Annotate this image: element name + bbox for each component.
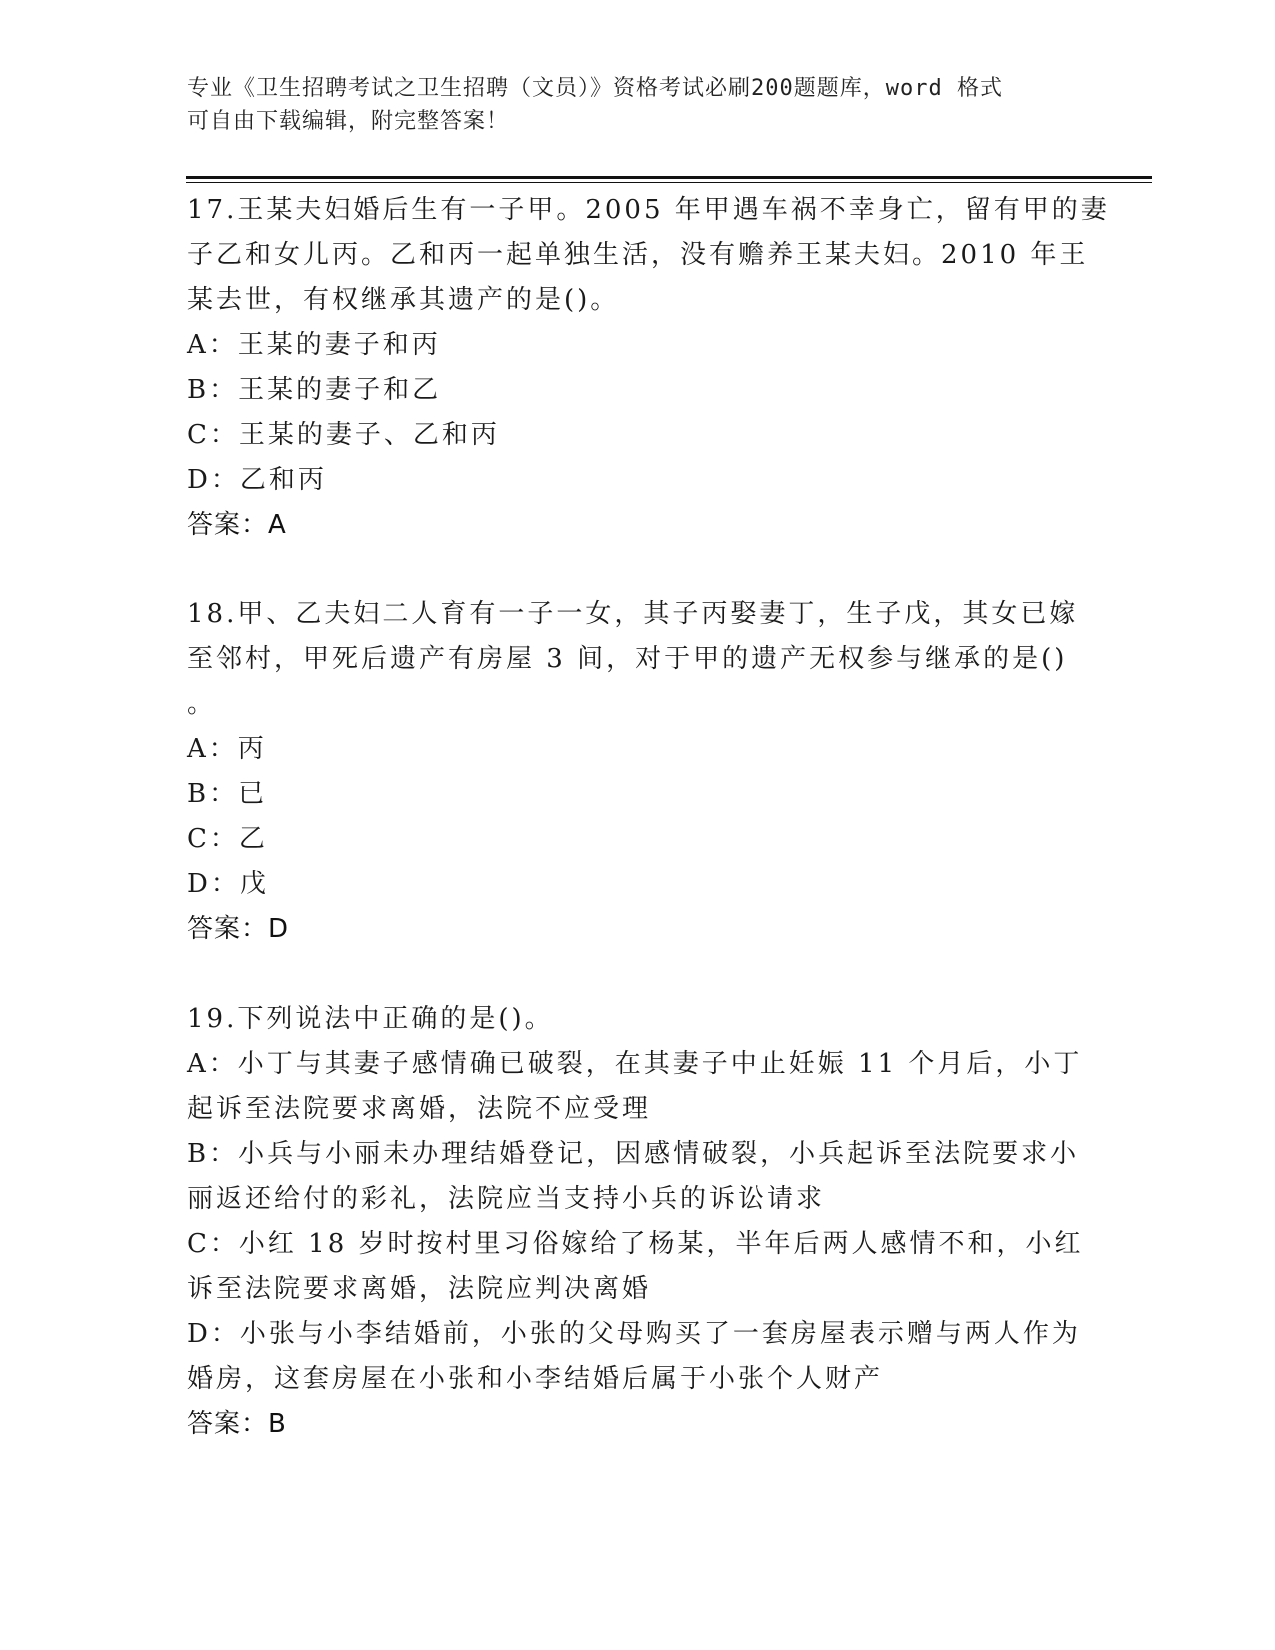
header-line: 可自由下载编辑，附完整答案！ — [187, 109, 510, 134]
question-list — [187, 188, 1110, 1447]
answer-label: 答案：D — [187, 914, 290, 944]
document-header — [187, 72, 1067, 138]
question-stem-line: 18.甲、乙夫妇二人育有一子一女，其子丙娶妻丁，生子戊，其女已嫁 — [187, 599, 1079, 629]
option-c: C：王某的妻子、乙和丙 — [187, 420, 500, 450]
option-d: D：戊 — [187, 869, 269, 899]
question-stem-line: 子乙和女儿丙。乙和丙一起单独生活，没有赡养王某夫妇。2010 年王 — [187, 240, 1089, 270]
option-b-continuation: 丽返还给付的彩礼，法院应当支持小兵的诉讼请求 — [187, 1184, 826, 1214]
question-17 — [187, 188, 1110, 548]
question-stem-line: 某去世，有权继承其遗产的是()。 — [187, 285, 620, 315]
option-c: C：小红 18 岁时按村里习俗嫁给了杨某，半年后两人感情不和，小红 — [187, 1229, 1084, 1259]
question-18 — [187, 592, 1087, 952]
header-divider-thin — [186, 182, 1152, 183]
option-a-continuation: 起诉至法院要求离婚，法院不应受理 — [187, 1094, 652, 1124]
option-c: C：乙 — [187, 824, 268, 854]
question-stem-line: 17.王某夫妇婚后生有一子甲。2005 年甲遇车祸不幸身亡，留有甲的妻 — [187, 195, 1110, 225]
option-a: A：丙 — [187, 734, 267, 764]
question-19 — [187, 997, 1087, 1447]
option-b: B：小兵与小丽未办理结婚登记，因感情破裂，小兵起诉至法院要求小 — [187, 1139, 1080, 1169]
option-d-continuation: 婚房，这套房屋在小张和小李结婚后属于小张个人财产 — [187, 1364, 884, 1394]
spacer — [187, 952, 1087, 997]
option-a: A：王某的妻子和丙 — [187, 330, 441, 360]
option-d: D：乙和丙 — [187, 465, 327, 495]
option-c-continuation: 诉至法院要求离婚，法院应判决离婚 — [187, 1274, 652, 1304]
spacer — [187, 548, 1087, 592]
option-d: D：小张与小李结婚前，小张的父母购买了一套房屋表示赠与两人作为 — [187, 1319, 1081, 1349]
header-line: 专业《卫生招聘考试之卫生招聘（文员）》资格考试必刷200题题库，word 格式 — [187, 76, 1003, 101]
question-stem-line: 至邻村，甲死后遗产有房屋 3 间，对于甲的遗产无权参与继承的是() — [187, 644, 1068, 674]
header-divider-thick — [186, 176, 1152, 179]
answer-label: 答案：B — [187, 1409, 287, 1439]
option-a: A：小丁与其妻子感情确已破裂，在其妻子中止妊娠 11 个月后，小丁 — [187, 1049, 1083, 1079]
answer-label: 答案：A — [187, 510, 287, 540]
option-b: B：王某的妻子和乙 — [187, 375, 442, 405]
question-stem-line: 。 — [187, 689, 217, 719]
option-b: B：已 — [187, 779, 268, 809]
question-stem-line: 19.下列说法中正确的是()。 — [187, 1004, 554, 1034]
